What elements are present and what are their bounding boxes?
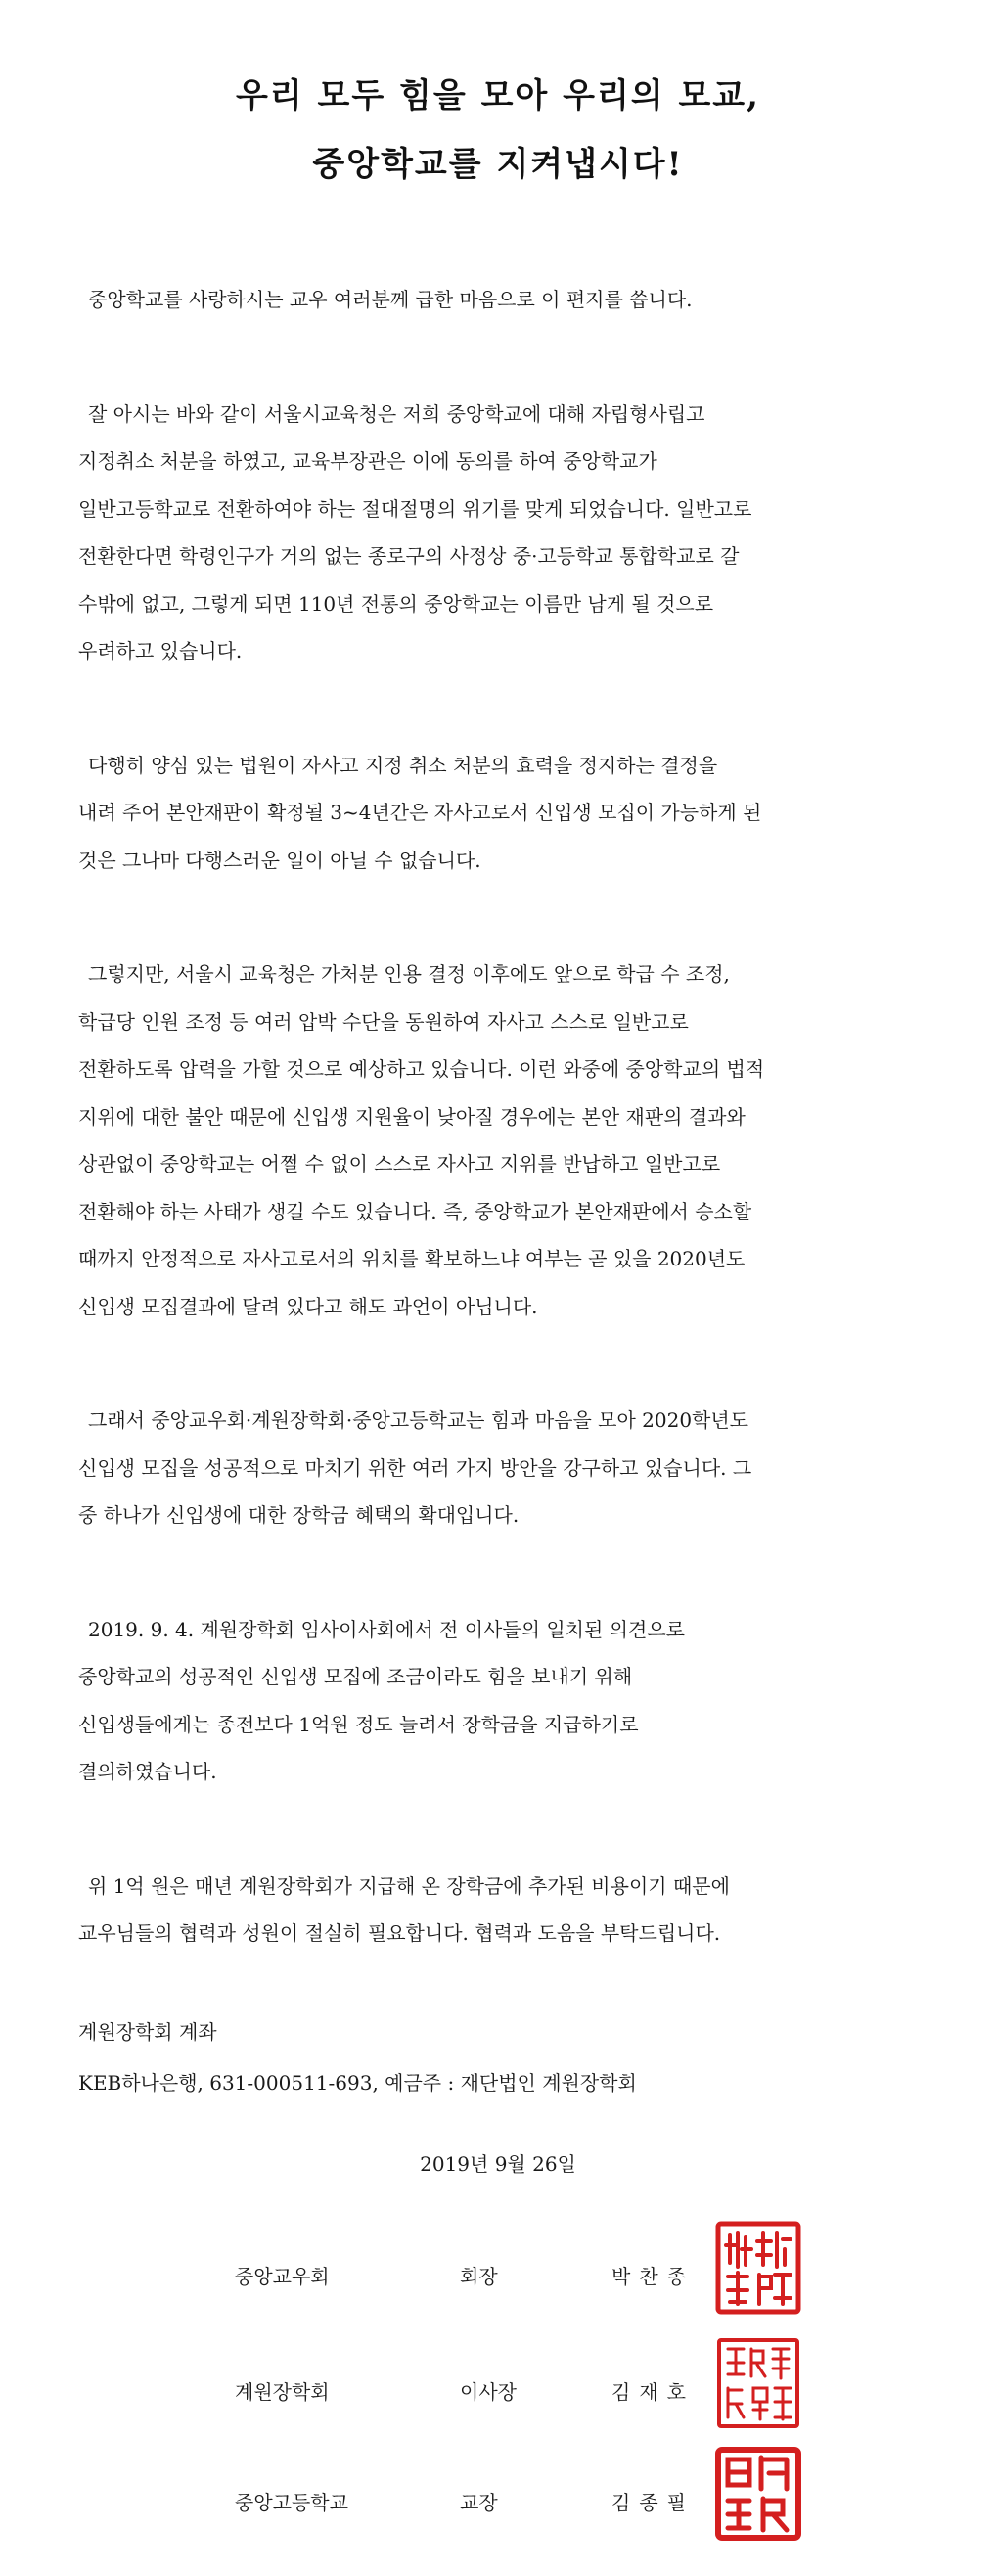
paragraph-line: 그래서 중앙교우회·계원장학회·중앙고등학교는 힘과 마음을 모아 2020학년도 <box>88 1408 748 1432</box>
paragraph-line: 상관없이 중앙학교는 어쩔 수 없이 스스로 자사고 지위를 반납하고 일반고로 <box>78 1152 721 1175</box>
bank-account-block <box>78 2006 939 2108</box>
title-line-1: 우리 모두 힘을 모아 우리의 모교, <box>236 76 760 115</box>
letter-paragraph <box>78 391 939 675</box>
paragraph-line: 일반고등학교로 전환하여야 하는 절대절명의 위기를 맞게 되었습니다. 일반고로 <box>78 496 752 521</box>
signatory-name: 김종필 <box>611 2491 695 2514</box>
paragraph-line: 내려 주어 본안재판이 확정될 3~4년간은 자사고로서 신입생 모집이 가능하게 된 <box>78 801 762 824</box>
paragraph-line: 우려하고 있습니다. <box>78 639 243 663</box>
red-seal-stamp <box>714 2446 802 2542</box>
signatory-name: 박찬종 <box>611 2265 695 2288</box>
red-seal-stamp <box>714 2220 802 2316</box>
paragraph-line: 때까지 안정적으로 자사고로서의 위치를 확보하느냐 여부는 곧 있을 2020년도 <box>78 1247 746 1270</box>
letter-paragraph <box>78 276 939 324</box>
letter-paragraph <box>78 950 939 1330</box>
paragraph-line: 교우님들의 협력과 성원이 절실히 필요합니다. 협력과 도움을 부탁드립니다. <box>78 1921 721 1945</box>
signature-row <box>0 2446 996 2553</box>
paragraph-line: 2019. 9. 4. 계원장학회 임사이사회에서 전 이사들의 일치된 의견으로 <box>88 1617 685 1641</box>
paragraph-line: 신입생 모집을 성공적으로 마치기 위한 여러 가지 방안을 강구하고 있습니다. 그 <box>78 1455 752 1480</box>
paragraph-line: 신입생들에게는 종전보다 1억원 정도 늘려서 장학금을 지급하기로 <box>78 1712 639 1736</box>
letter-body <box>78 276 939 2108</box>
signatory-position: 이사장 <box>460 2380 517 2404</box>
signatory-organization: 중앙고등학교 <box>235 2491 348 2514</box>
paragraph-line: 것은 그나마 다행스러운 일이 아닐 수 없습니다. <box>78 848 481 872</box>
paragraph-line: 신입생 모집결과에 달려 있다고 해도 과언이 아닙니다. <box>78 1294 538 1318</box>
signatory-name: 김재호 <box>611 2380 695 2404</box>
letter-paragraph <box>78 1863 939 1957</box>
signatory-position: 회장 <box>460 2265 498 2288</box>
paragraph-line: 위 1억 원은 매년 계원장학회가 지급해 온 장학금에 추가된 비용이기 때문에 <box>88 1873 730 1898</box>
paragraph-line: 결의하였습니다. <box>78 1760 217 1783</box>
paragraph-line: 수밖에 없고, 그렇게 되면 110년 전통의 중앙학교는 이름만 남게 될 것으로 <box>78 591 714 616</box>
paragraph-line: 지정취소 처분을 하였고, 교육부장관은 이에 동의를 하여 중앙학교가 <box>78 449 657 473</box>
letter-date: 2019년 9월 26일 <box>420 2152 576 2176</box>
title-line-2: 중앙학교를 지켜냅시다! <box>312 145 684 184</box>
paragraph-line: 중앙학교를 사랑하시는 교우 여러분께 급한 마음으로 이 편지를 씁니다. <box>88 288 693 311</box>
paragraph-line: 학급당 인원 조정 등 여러 압박 수단을 동원하여 자사고 스스로 일반고로 <box>78 1009 689 1034</box>
signatory-position: 교장 <box>460 2491 498 2514</box>
account-details: KEB하나은행, 631-000511-693, 예금주 : 재단법인 계원장학회 <box>78 2070 637 2094</box>
letter-paragraph <box>78 1397 939 1540</box>
paragraph-line: 전환한다면 학령인구가 거의 없는 종로구의 사정상 중·고등학교 통합학교로 갈 <box>78 544 740 568</box>
paragraph-line: 전환해야 하는 사태가 생길 수도 있습니다. 즉, 중앙학교가 본안재판에서 승소할 <box>78 1199 752 1223</box>
paragraph-line: 전환하도록 압력을 가할 것으로 예상하고 있습니다. 이런 와중에 중앙학교의 법적 <box>78 1057 765 1081</box>
signature-row <box>0 2335 996 2443</box>
paragraph-line: 중앙학교의 성공적인 신입생 모집에 조금이라도 힘을 보내기 위해 <box>78 1665 633 1688</box>
paragraph-line: 다행히 양심 있는 법원이 자사고 지정 취소 처분의 효력을 정지하는 결정을 <box>88 753 718 777</box>
signatory-organization: 중앙교우회 <box>235 2265 330 2288</box>
paragraph-line: 지위에 대한 불안 때문에 신입생 지원율이 낮아질 경우에는 본안 재판의 결과와 <box>78 1104 746 1128</box>
paragraph-line: 그렇지만, 서울시 교육청은 가처분 인용 결정 이후에도 앞으로 학급 수 조정, <box>88 962 730 986</box>
letter-paragraph <box>78 1606 939 1796</box>
paragraph-line: 중 하나가 신입생에 대한 장학금 혜택의 확대입니다. <box>78 1503 520 1527</box>
signature-row <box>0 2220 996 2327</box>
red-seal-stamp <box>714 2335 802 2431</box>
letter-paragraph <box>78 742 939 885</box>
account-heading: 계원장학회 계좌 <box>78 2019 217 2044</box>
paragraph-line: 잘 아시는 바와 같이 서울시교육청은 저희 중앙학교에 대해 자립형사립고 <box>88 401 705 426</box>
signatory-organization: 계원장학회 <box>235 2380 330 2404</box>
